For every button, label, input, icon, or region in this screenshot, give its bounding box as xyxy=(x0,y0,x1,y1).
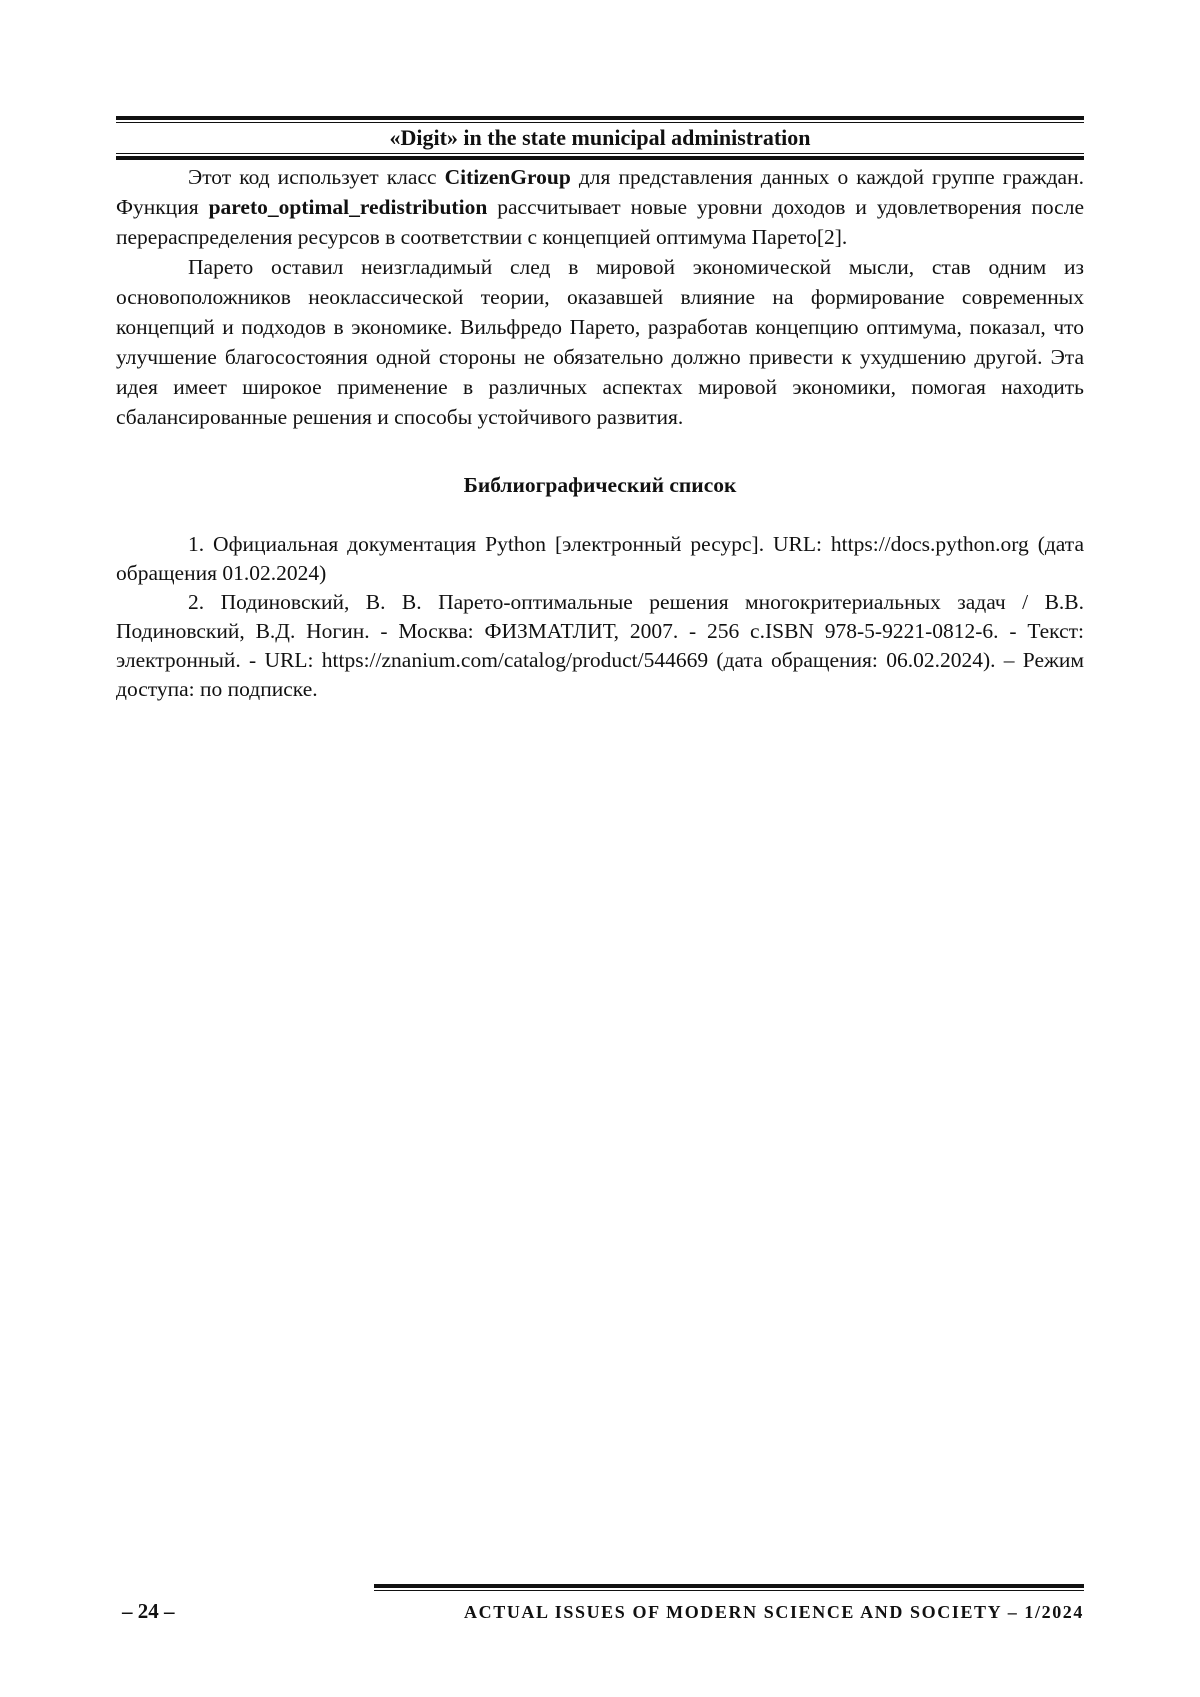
page-footer xyxy=(116,1580,1084,1630)
p1-text-3: рассчитывает новые уровни доходов и удовлетворения после перераспределения ресурсов в соответствии с концепцией оптимума Парето[2]. xyxy=(116,195,1084,249)
bibliography-heading: Библиографический список xyxy=(463,473,737,497)
function-name-pareto: pareto_optimal_redistribution xyxy=(208,195,488,219)
p1-text-1: Этот код использует класс xyxy=(188,165,445,189)
bibliography-item: 2. Подиновский, В. В. Парето-оптимальные решения многокритериальных задач / В.В. Подиновский, В.Д. Ногин. - Москва: ФИЗМАТЛИТ, 2007. - 256 с.ISBN 978-5-9221-0812-6. - Текст: электронный. - URL: https://znanium.com/catalog/product/544669 (дата обращения: 06.02.2024). – Режим доступа: по подписке. xyxy=(116,590,1084,701)
header-rule-bottom-thin xyxy=(116,153,1084,154)
body-paragraph-1 xyxy=(116,162,1084,252)
journal-name: ACTUAL ISSUES OF MODERN SCIENCE AND SOCIETY – 1/2024 xyxy=(464,1602,1084,1622)
header-rule-bottom-thick xyxy=(116,156,1084,160)
bibliography-list xyxy=(116,530,1084,704)
header-rule-top-thick xyxy=(116,116,1084,120)
p1-text-2: для представления данных о каждой группе граждан. Функция xyxy=(116,165,1084,219)
running-header xyxy=(116,116,1084,160)
class-name-citizengroup: CitizenGroup xyxy=(444,165,571,189)
page-number: – 24 – xyxy=(122,1599,175,1623)
header-rule-top-thin xyxy=(116,122,1084,123)
article-body xyxy=(116,162,1084,432)
footer-rule-thin xyxy=(374,1590,1084,1591)
bibliography-item: 1. Официальная документация Python [электронный ресурс]. URL: https://docs.python.org (дата обращения 01.02.2024) xyxy=(116,532,1084,585)
footer-rule-thick xyxy=(374,1584,1084,1588)
body-paragraph-2: Парето оставил неизгладимый след в мировой экономической мысли, став одним из основоположников неоклассической теории, оказавшей влияние на формирование современных концепций и подходов в экономике. Вильфредо Парето, разработав концепцию оптимума, показал, что улучшение благосостояния одной стороны не обязательно должно привести к ухудшению другой. Эта идея имеет широкое применение в различных аспектах мировой экономики, помогая находить сбалансированные решения и способы устойчивого развития. xyxy=(116,255,1084,429)
running-header-title: «Digit» in the state municipal administration xyxy=(389,125,811,150)
